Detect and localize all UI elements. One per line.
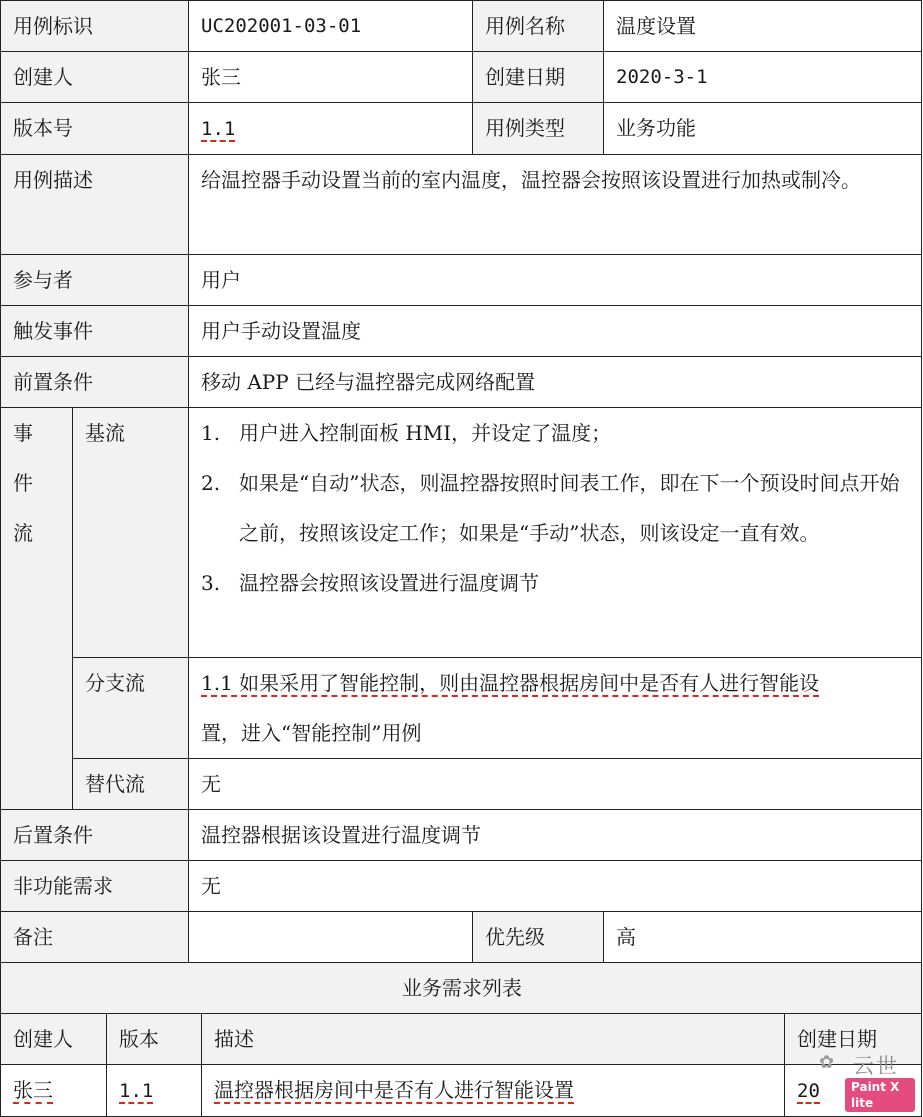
precondition-label: 前置条件 <box>1 357 189 408</box>
branch-flow-value <box>189 658 922 759</box>
step-text: 如果是“自动”状态，则温控器按照时间表工作，即在下一个预设时间点开始之前，按照该设定工作；如果是“手动”状态，则该设定一直有效。 <box>239 471 900 545</box>
creator-value: 张三 <box>189 52 473 103</box>
postcondition-label: 后置条件 <box>1 810 189 861</box>
description-value: 给温控器手动设置当前的室内温度，温控器会按照该设置进行加热或制冷。 <box>189 155 922 255</box>
step-number: 1. <box>201 421 221 445</box>
list-item <box>201 458 911 558</box>
use-case-type-value: 业务功能 <box>604 103 922 155</box>
branch-flow-label: 分支流 <box>73 658 189 759</box>
table-row <box>1 1065 922 1117</box>
step-text: 用户进入控制面板 HMI，并设定了温度； <box>239 421 612 445</box>
note-label: 备注 <box>1 912 189 963</box>
version-label: 版本号 <box>1 103 189 155</box>
use-case-id-value: UC202001-03-01 <box>189 1 473 52</box>
version-value: 1.1 <box>201 118 236 140</box>
version-cell <box>189 103 473 155</box>
description-label: 用例描述 <box>1 155 189 255</box>
row-creator-text: 张三 <box>13 1078 53 1102</box>
non-functional-value: 无 <box>189 861 922 912</box>
use-case-name-value: 温度设置 <box>604 1 922 52</box>
postcondition-value: 温控器根据该设置进行温度调节 <box>189 810 922 861</box>
requirements-table <box>0 962 922 1117</box>
use-case-name-label: 用例名称 <box>473 1 604 52</box>
paint-x-lite-badge: Paint X lite <box>845 1078 915 1112</box>
non-functional-label: 非功能需求 <box>1 861 189 912</box>
note-value <box>189 912 473 963</box>
basic-flow-value <box>189 408 922 658</box>
creator-label: 创建人 <box>1 52 189 103</box>
trigger-value: 用户手动设置温度 <box>189 306 922 357</box>
column-header-date: 创建日期 <box>785 1014 922 1065</box>
step-text: 温控器会按照该设置进行温度调节 <box>239 571 539 595</box>
watermark-text: 云世 <box>853 1054 899 1078</box>
use-case-id-label: 用例标识 <box>1 1 189 52</box>
basic-flow-steps <box>201 408 911 608</box>
row-version-text: 1.1 <box>119 1080 154 1102</box>
actor-label: 参与者 <box>1 255 189 306</box>
list-item <box>201 408 911 458</box>
column-header-creator: 创建人 <box>1 1014 107 1065</box>
column-header-description: 描述 <box>202 1014 785 1065</box>
row-date-text: 20 <box>797 1080 820 1102</box>
precondition-value: 移动 APP 已经与温控器完成网络配置 <box>189 357 922 408</box>
event-flow-label <box>1 408 73 810</box>
event-flow-char: 件 <box>13 471 33 495</box>
row-version <box>107 1065 202 1117</box>
branch-flow-line: 1.1 如果采用了智能控制，则由温控器根据房间中是否有人进行智能设 <box>201 671 820 695</box>
event-flow-char: 事 <box>13 421 33 445</box>
row-description <box>202 1065 785 1117</box>
actor-value: 用户 <box>189 255 922 306</box>
column-header-version: 版本 <box>107 1014 202 1065</box>
priority-label: 优先级 <box>473 912 604 963</box>
requirements-title: 业务需求列表 <box>1 963 922 1014</box>
watermark <box>815 1050 915 1110</box>
create-date-label: 创建日期 <box>473 52 604 103</box>
priority-value: 高 <box>604 912 922 963</box>
branch-flow-line: 置，进入“智能控制”用例 <box>201 721 422 745</box>
trigger-label: 触发事件 <box>1 306 189 357</box>
alternative-flow-value: 无 <box>189 759 922 810</box>
step-number: 3. <box>201 571 221 595</box>
event-flow-char: 流 <box>13 521 33 545</box>
list-item <box>201 558 911 608</box>
row-description-text: 温控器根据房间中是否有人进行智能设置 <box>214 1078 574 1102</box>
create-date-value: 2020-3-1 <box>604 52 922 103</box>
step-number: 2. <box>201 471 221 495</box>
use-case-type-label: 用例类型 <box>473 103 604 155</box>
basic-flow-label: 基流 <box>73 408 189 658</box>
row-creator <box>1 1065 107 1117</box>
alternative-flow-label: 替代流 <box>73 759 189 810</box>
wechat-icon: ✿ <box>819 1052 835 1073</box>
